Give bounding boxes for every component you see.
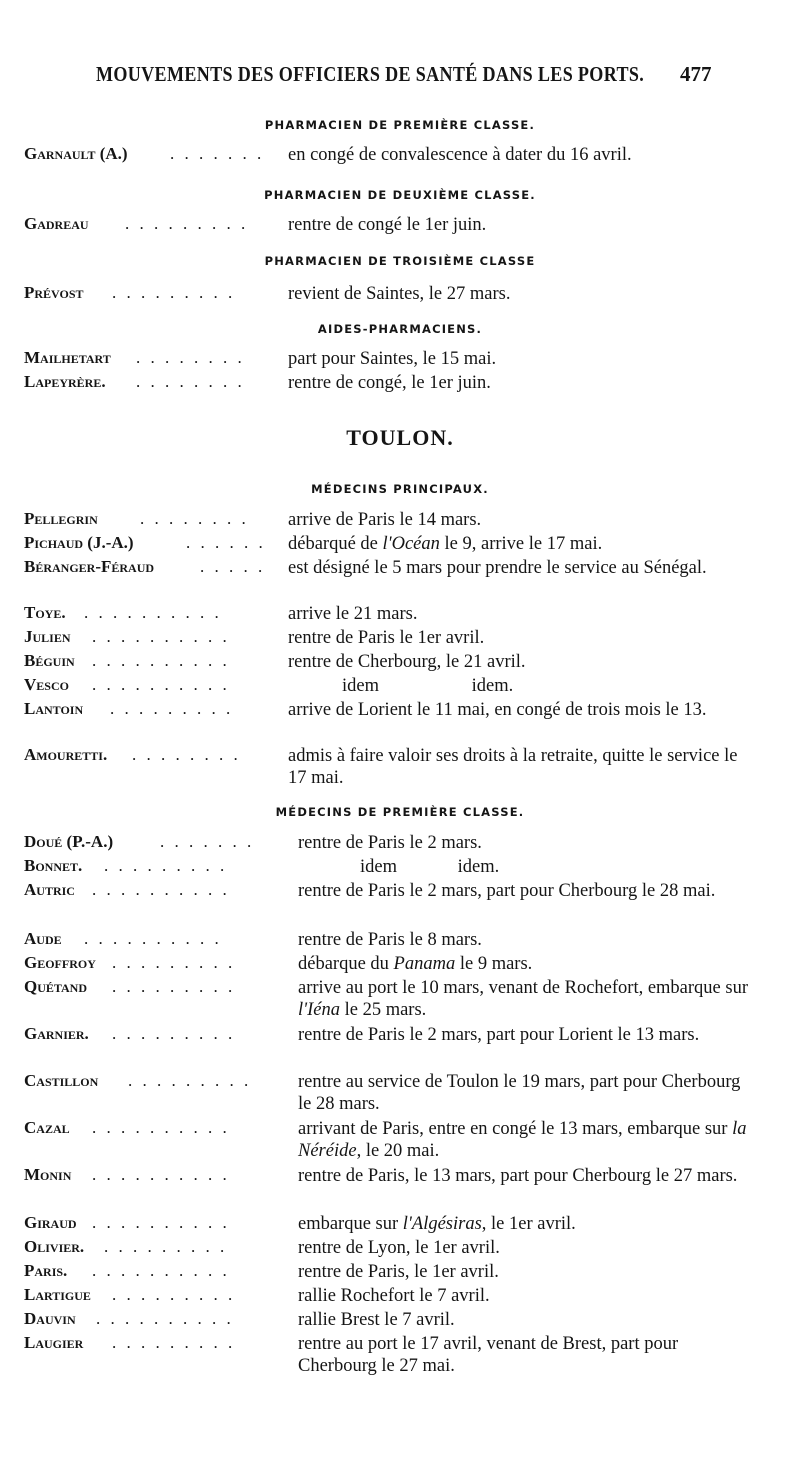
entry-text: rentre de Paris le 2 mars, part pour Cherbourg le 28 mai. bbox=[298, 881, 716, 901]
entry-text: rentre de congé le 1er juin. bbox=[288, 215, 487, 235]
section-heading: MÉDECINS DE PREMIÈRE CLASSE. bbox=[275, 805, 525, 819]
dot-leader: . . . . . . . . . bbox=[128, 1071, 252, 1090]
entry-name: Julien bbox=[24, 627, 71, 646]
section-heading: MÉDECINS PRINCIPAUX. bbox=[311, 482, 489, 496]
entry-text-part: , le 1er avril. bbox=[481, 1214, 576, 1234]
entry-name: Mailhetart bbox=[24, 348, 111, 367]
entry-text: rentre de congé, le 1er juin. bbox=[288, 373, 491, 393]
entry-text-part: embarque sur bbox=[298, 1214, 403, 1234]
entry-text: rentre de Paris, le 1er avril. bbox=[298, 1262, 499, 1282]
entry-text bbox=[288, 533, 758, 555]
entry-text: arrive de Lorient le 11 mai, en congé de trois mois le 13. bbox=[288, 700, 707, 720]
entry-name: Garnault (A.) bbox=[24, 144, 128, 163]
dot-leader: . . . . . . . . . bbox=[112, 1333, 236, 1352]
dot-leader: . . . . . . . . . bbox=[125, 214, 249, 233]
dot-leader: . . . . . . . . . . bbox=[92, 675, 230, 694]
entry-text: revient de Saintes, le 27 mars. bbox=[288, 284, 511, 304]
entry-text: rentre de Paris le 2 mars. bbox=[298, 833, 482, 853]
dot-leader: . . . . . bbox=[200, 557, 266, 576]
entry-name: Cazal bbox=[24, 1118, 70, 1137]
entry-text-part: arrive au port le 10 mars, venant de Rochefort, embarque sur bbox=[298, 978, 748, 998]
entry-name: Doué (P.-A.) bbox=[24, 832, 114, 851]
dot-leader: . . . . . . . . bbox=[140, 509, 249, 528]
entry-name: Olivier. bbox=[24, 1237, 85, 1256]
entry-name: Geoffroy bbox=[24, 953, 96, 972]
running-head bbox=[0, 62, 800, 92]
entry-text-part: le 9 mars. bbox=[455, 954, 533, 974]
entry-name: Amouretti. bbox=[24, 745, 108, 764]
entry-text-part: arrivant de Paris, entre en congé le 13 mars, embarque sur bbox=[298, 1119, 733, 1139]
dot-leader: . . . . . . . . . bbox=[112, 977, 236, 996]
section-heading: PHARMACIEN DE DEUXIÈME CLASSE. bbox=[264, 188, 536, 202]
entry-name: Lartigue bbox=[24, 1285, 91, 1304]
entry-name: Pichaud (J.-A.) bbox=[24, 533, 134, 552]
entry-name: Aude bbox=[24, 929, 62, 948]
dot-leader: . . . . . . . . . bbox=[112, 1024, 236, 1043]
page-number: 477 bbox=[680, 62, 712, 86]
section-heading: PHARMACIEN DE PREMIÈRE CLASSE. bbox=[264, 118, 536, 132]
entry-name: Paris. bbox=[24, 1261, 68, 1280]
entry-text: est désigné le 5 mars pour prendre le service au Sénégal. bbox=[288, 558, 707, 578]
entry-text: rentre de Paris le 8 mars. bbox=[298, 930, 482, 950]
entry-name: Lantoin bbox=[24, 699, 84, 718]
dot-leader: . . . . . . . . . . bbox=[92, 1213, 230, 1232]
entry-text: rallie Rochefort le 7 avril. bbox=[298, 1286, 490, 1306]
entry-name: Giraud bbox=[24, 1213, 77, 1232]
entry-name: Vesco bbox=[24, 675, 69, 694]
entry-name: Dauvin bbox=[24, 1309, 76, 1328]
entry-text: admis à faire valoir ses droits à la retraite, quitte le service le 17 mai. bbox=[288, 746, 738, 788]
entry-name: Monin bbox=[24, 1165, 72, 1184]
ship-name: l'Océan bbox=[382, 534, 440, 554]
entry-name: Castillon bbox=[24, 1071, 99, 1090]
dot-leader: . . . . . . . . . . bbox=[96, 1309, 234, 1328]
dot-leader: . . . . . . . bbox=[170, 144, 265, 163]
entry-name: Lapeyrère. bbox=[24, 372, 106, 391]
dot-leader: . . . . . . bbox=[186, 533, 266, 552]
entry-name: Autric bbox=[24, 880, 75, 899]
entry-name: Laugier bbox=[24, 1333, 84, 1352]
dot-leader: . . . . . . . . . . bbox=[92, 1165, 230, 1184]
entry-name: Béguin bbox=[24, 651, 75, 670]
entry-name: Bonnet. bbox=[24, 856, 83, 875]
entry-text-part: le 25 mars. bbox=[339, 1000, 427, 1020]
dot-leader: . . . . . . . . bbox=[136, 348, 245, 367]
entry-text bbox=[298, 977, 758, 1021]
dot-leader: . . . . . . . . bbox=[136, 372, 245, 391]
entry-text: arrive le 21 mars. bbox=[288, 604, 418, 624]
entry-text: idem idem. bbox=[360, 857, 500, 877]
dot-leader: . . . . . . . . . . bbox=[92, 627, 230, 646]
dot-leader: . . . . . . . . . bbox=[104, 856, 228, 875]
dot-leader: . . . . . . . . . . bbox=[84, 929, 222, 948]
dot-leader: . . . . . . . . . . bbox=[92, 1261, 230, 1280]
entry-text: rentre de Paris le 1er avril. bbox=[288, 628, 485, 648]
entry-text: rentre de Cherbourg, le 21 avril. bbox=[288, 652, 526, 672]
section-heading: AIDES-PHARMACIENS. bbox=[317, 322, 483, 336]
dot-leader: . . . . . . . . . . bbox=[92, 1118, 230, 1137]
entry-text: rentre de Paris le 2 mars, part pour Lorient le 13 mars. bbox=[298, 1025, 700, 1045]
entry-text: rentre de Lyon, le 1er avril. bbox=[298, 1238, 500, 1258]
entry-text: en congé de convalescence à dater du 16 avril. bbox=[288, 145, 632, 165]
ship-name: la Néréide bbox=[298, 1119, 747, 1161]
entry-text bbox=[298, 1213, 768, 1235]
entry-text: rentre au service de Toulon le 19 mars, part pour Cherbourg le 28 mars. bbox=[298, 1072, 741, 1114]
dot-leader: . . . . . . . . . bbox=[112, 953, 236, 972]
entry-text: rallie Brest le 7 avril. bbox=[298, 1310, 455, 1330]
entry-name: Gadreau bbox=[24, 214, 89, 233]
entry-name: Quétand bbox=[24, 977, 88, 996]
entry-text: rentre de Paris, le 13 mars, part pour Cherbourg le 27 mars. bbox=[298, 1166, 738, 1186]
entry-name: Prévost bbox=[24, 283, 84, 302]
entry-name: Garnier. bbox=[24, 1024, 89, 1043]
section-heading: PHARMACIEN DE TROISIÈME CLASSE bbox=[264, 254, 536, 268]
entry-name: Toye. bbox=[24, 603, 66, 622]
entry-text bbox=[298, 953, 768, 975]
entry-text: arrive de Paris le 14 mars. bbox=[288, 510, 482, 530]
ship-name: l'Algésiras bbox=[402, 1214, 482, 1234]
dot-leader: . . . . . . . . . . bbox=[84, 603, 222, 622]
entry-text-part: débarqué de bbox=[288, 534, 383, 554]
entry-text-part: , le 20 mai. bbox=[356, 1141, 440, 1161]
ship-name: Panama bbox=[393, 954, 456, 974]
running-title: MOUVEMENTS DES OFFICIERS DE SANTÉ DANS LES PORTS. bbox=[96, 62, 645, 86]
dot-leader: . . . . . . . bbox=[160, 832, 255, 851]
entry-text: part pour Saintes, le 15 mai. bbox=[288, 349, 497, 369]
dot-leader: . . . . . . . . . bbox=[112, 283, 236, 302]
entry-text bbox=[298, 1118, 758, 1162]
dot-leader: . . . . . . . . bbox=[132, 745, 241, 764]
dot-leader: . . . . . . . . . bbox=[104, 1237, 228, 1256]
dot-leader: . . . . . . . . . . bbox=[92, 651, 230, 670]
entry-name: Pellegrin bbox=[24, 509, 98, 528]
entry-text: idem idem. bbox=[342, 676, 514, 696]
entry-text-part: le 9, arrive le 17 mai. bbox=[439, 534, 603, 554]
city-heading: TOULON. bbox=[346, 425, 454, 450]
dot-leader: . . . . . . . . . bbox=[110, 699, 234, 718]
entry-text: rentre au port le 17 avril, venant de Brest, part pour Cherbourg le 27 mai. bbox=[298, 1334, 679, 1376]
entry-text-part: débarque du bbox=[298, 954, 394, 974]
ship-name: l'Iéna bbox=[298, 1000, 340, 1020]
dot-leader: . . . . . . . . . . bbox=[92, 880, 230, 899]
dot-leader: . . . . . . . . . bbox=[112, 1285, 236, 1304]
entry-name: Béranger-Féraud bbox=[24, 557, 155, 576]
